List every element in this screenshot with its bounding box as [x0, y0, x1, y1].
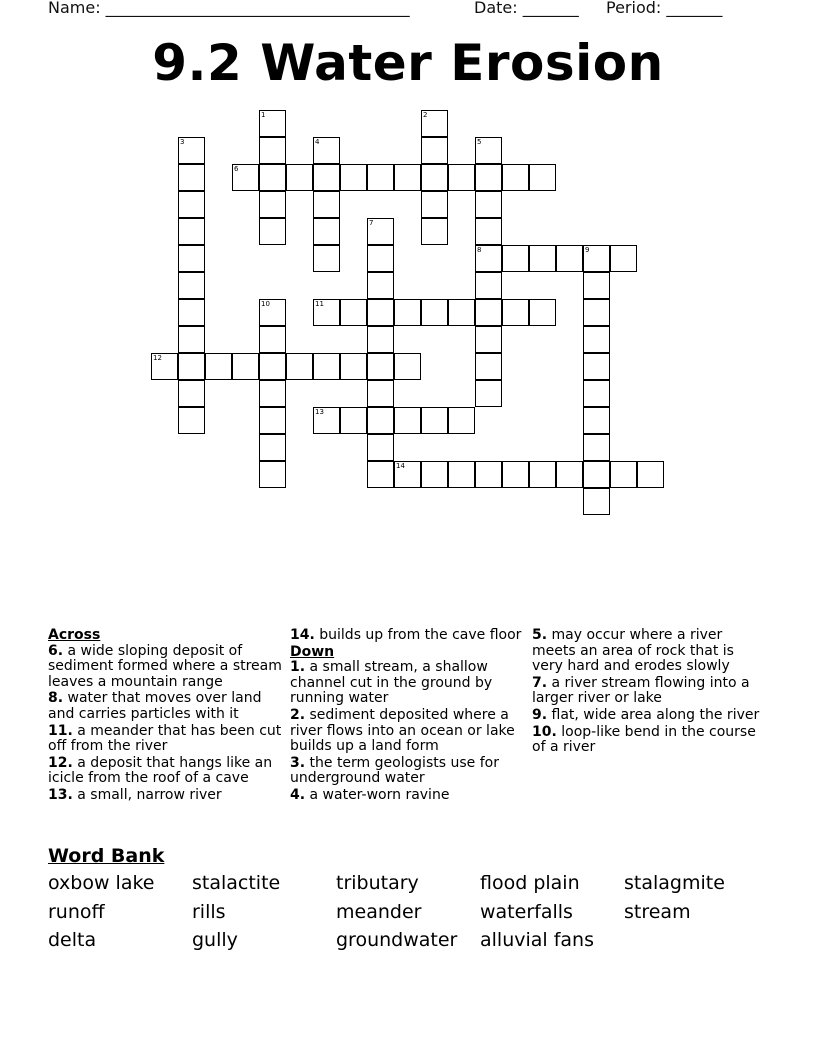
crossword-cell[interactable] — [583, 461, 610, 488]
crossword-cell[interactable] — [475, 326, 502, 353]
crossword-cell[interactable] — [502, 164, 529, 191]
crossword-cell[interactable] — [556, 245, 583, 272]
crossword-cell[interactable] — [529, 461, 556, 488]
clue-number: 14 — [396, 462, 405, 470]
crossword-cell[interactable] — [340, 407, 367, 434]
crossword-cell[interactable] — [178, 353, 205, 380]
crossword-cell[interactable] — [583, 326, 610, 353]
crossword-cell[interactable] — [259, 164, 286, 191]
clue-number: 7 — [369, 219, 374, 227]
crossword-cell[interactable] — [421, 299, 448, 326]
name-field-label: Name: ______________________________________ — [48, 0, 410, 17]
word-bank-item: alluvial fans — [480, 929, 594, 951]
crossword-cell[interactable] — [502, 245, 529, 272]
clue-down-9: 9. flat, wide area along the river — [532, 706, 760, 723]
crossword-cell[interactable] — [286, 353, 313, 380]
clue-across-12: 12. a deposit that hangs like an icicle from the roof of a cave — [48, 754, 273, 787]
clue-number: 12 — [153, 354, 162, 362]
word-bank-item: tributary — [336, 872, 419, 894]
clues-column-3 — [532, 628, 768, 757]
crossword-cell[interactable] — [367, 380, 394, 407]
crossword-cell[interactable] — [367, 407, 394, 434]
crossword-cell[interactable] — [394, 164, 421, 191]
down-heading: Down — [290, 643, 335, 660]
crossword-cell[interactable] — [421, 461, 448, 488]
crossword-cell[interactable] — [475, 164, 502, 191]
crossword-cell[interactable] — [421, 137, 448, 164]
crossword-cell[interactable] — [556, 461, 583, 488]
crossword-cell[interactable] — [259, 326, 286, 353]
word-bank-item: flood plain — [480, 872, 580, 894]
across-heading: Across — [48, 627, 101, 643]
clue-down-3: 3. the term geologists use for underground water — [290, 754, 499, 787]
crossword-cell[interactable] — [313, 218, 340, 245]
crossword-cell[interactable] — [583, 299, 610, 326]
crossword-cell[interactable] — [313, 353, 340, 380]
crossword-cell[interactable] — [367, 434, 394, 461]
clue-number: 6 — [234, 165, 239, 173]
crossword-cell[interactable] — [367, 164, 394, 191]
word-bank-item: waterfalls — [480, 901, 573, 923]
crossword-cell[interactable] — [313, 245, 340, 272]
crossword-cell[interactable] — [421, 407, 448, 434]
word-bank-title: Word Bank — [48, 845, 165, 867]
word-bank-item: stream — [624, 901, 691, 923]
crossword-cell[interactable] — [610, 245, 637, 272]
clue-number: 8 — [477, 246, 482, 254]
clues-column-2 — [290, 628, 526, 805]
word-bank-item: runoff — [48, 901, 105, 923]
crossword-cell[interactable] — [178, 191, 205, 218]
crossword-cell[interactable] — [475, 380, 502, 407]
crossword-cell[interactable] — [367, 326, 394, 353]
crossword-cell[interactable] — [286, 164, 313, 191]
crossword-cell[interactable] — [313, 164, 340, 191]
crossword-cell[interactable] — [178, 218, 205, 245]
clue-down-4: 4. a water-worn ravine — [290, 786, 450, 803]
crossword-cell[interactable] — [583, 353, 610, 380]
crossword-cell[interactable] — [205, 353, 232, 380]
clue-number: 3 — [180, 138, 185, 146]
crossword-cell[interactable] — [259, 353, 286, 380]
crossword-cell[interactable] — [448, 164, 475, 191]
crossword-cell[interactable] — [475, 218, 502, 245]
crossword-cell[interactable] — [475, 272, 502, 299]
page-title: 9.2 Water Erosion — [152, 34, 664, 92]
crossword-cell[interactable] — [178, 326, 205, 353]
crossword-cell[interactable] — [583, 272, 610, 299]
clue-number: 11 — [315, 300, 324, 308]
crossword-cell[interactable] — [475, 191, 502, 218]
clue-across-14: 14. builds up from the cave floor — [290, 627, 522, 643]
clue-across-11: 11. a meander that has been cut off from the river — [48, 722, 282, 755]
crossword-cell[interactable] — [583, 380, 610, 407]
crossword-cell[interactable] — [178, 272, 205, 299]
word-bank-item: gully — [192, 929, 238, 951]
clue-number: 4 — [315, 138, 320, 146]
crossword-cell[interactable] — [448, 407, 475, 434]
crossword-cell[interactable] — [178, 380, 205, 407]
crossword-cell[interactable] — [367, 353, 394, 380]
crossword-cell[interactable] — [178, 407, 205, 434]
crossword-cell[interactable] — [313, 191, 340, 218]
clue-down-10: 10. loop-like bend in the course of a river — [532, 723, 756, 756]
clue-down-2: 2. sediment deposited where a river flows into an ocean or lake builds up a land form — [290, 706, 515, 755]
word-bank-item: groundwater — [336, 929, 458, 951]
date-field-label: Date: _______ — [474, 0, 579, 17]
clue-down-1: 1. a small stream, a shallow channel cut in the ground by running water — [290, 659, 493, 707]
crossword-cell[interactable] — [583, 488, 610, 515]
crossword-cell[interactable] — [637, 461, 664, 488]
crossword-cell[interactable] — [367, 245, 394, 272]
crossword-cell[interactable] — [259, 407, 286, 434]
crossword-cell[interactable] — [232, 353, 259, 380]
clue-across-6: 6. a wide sloping deposit of sediment formed where a stream leaves a mountain range — [48, 642, 282, 690]
crossword-cell[interactable] — [340, 353, 367, 380]
clues-column-1 — [48, 628, 284, 805]
crossword-cell[interactable] — [259, 137, 286, 164]
crossword-cell[interactable] — [340, 164, 367, 191]
crossword-cell[interactable] — [448, 461, 475, 488]
word-bank-item: oxbow lake — [48, 872, 155, 894]
clue-number: 1 — [261, 111, 266, 119]
crossword-cell[interactable] — [421, 218, 448, 245]
crossword-cell[interactable] — [367, 272, 394, 299]
crossword-cell[interactable] — [475, 353, 502, 380]
clue-number: 13 — [315, 408, 324, 416]
crossword-cell[interactable] — [529, 299, 556, 326]
crossword-cell[interactable] — [259, 380, 286, 407]
crossword-cell[interactable] — [583, 434, 610, 461]
word-bank-item: meander — [336, 901, 422, 923]
crossword-cell[interactable] — [502, 461, 529, 488]
word-bank-item: stalactite — [192, 872, 281, 894]
crossword-cell[interactable] — [394, 353, 421, 380]
clue-down-5: 5. may occur where a river meets an area of rock that is very hard and erodes slowly — [532, 627, 734, 675]
crossword-cell[interactable] — [529, 245, 556, 272]
clue-across-13: 13. a small, narrow river — [48, 786, 222, 803]
crossword-cell[interactable] — [421, 191, 448, 218]
crossword-cell[interactable] — [394, 299, 421, 326]
clue-number: 2 — [423, 111, 428, 119]
period-field-label: Period: _______ — [606, 0, 723, 17]
crossword-cell[interactable] — [475, 299, 502, 326]
crossword-cell[interactable] — [367, 299, 394, 326]
crossword-cell[interactable] — [502, 299, 529, 326]
crossword-cell[interactable] — [448, 299, 475, 326]
clue-number: 5 — [477, 138, 482, 146]
word-bank-item: rills — [192, 901, 226, 923]
crossword-cell[interactable] — [583, 407, 610, 434]
clue-across-8: 8. water that moves over land and carries particles with it — [48, 690, 262, 722]
word-bank-item: stalagmite — [624, 872, 725, 894]
crossword-cell[interactable] — [259, 434, 286, 461]
crossword-cell[interactable] — [178, 164, 205, 191]
crossword-cell[interactable] — [475, 461, 502, 488]
crossword-cell[interactable] — [178, 299, 205, 326]
crossword-cell[interactable] — [421, 164, 448, 191]
clue-number: 9 — [585, 246, 590, 254]
crossword-cell[interactable] — [259, 218, 286, 245]
crossword-cell[interactable] — [529, 164, 556, 191]
crossword-cell[interactable] — [367, 461, 394, 488]
crossword-cell[interactable] — [259, 191, 286, 218]
crossword-cell[interactable] — [178, 245, 205, 272]
clue-down-7: 7. a river stream flowing into a larger river or lake — [532, 674, 750, 707]
word-bank-item: delta — [48, 929, 97, 951]
crossword-cell[interactable] — [394, 407, 421, 434]
crossword-cell[interactable] — [610, 461, 637, 488]
crossword-cell[interactable] — [340, 299, 367, 326]
clue-number: 10 — [261, 300, 270, 308]
crossword-cell[interactable] — [259, 461, 286, 488]
